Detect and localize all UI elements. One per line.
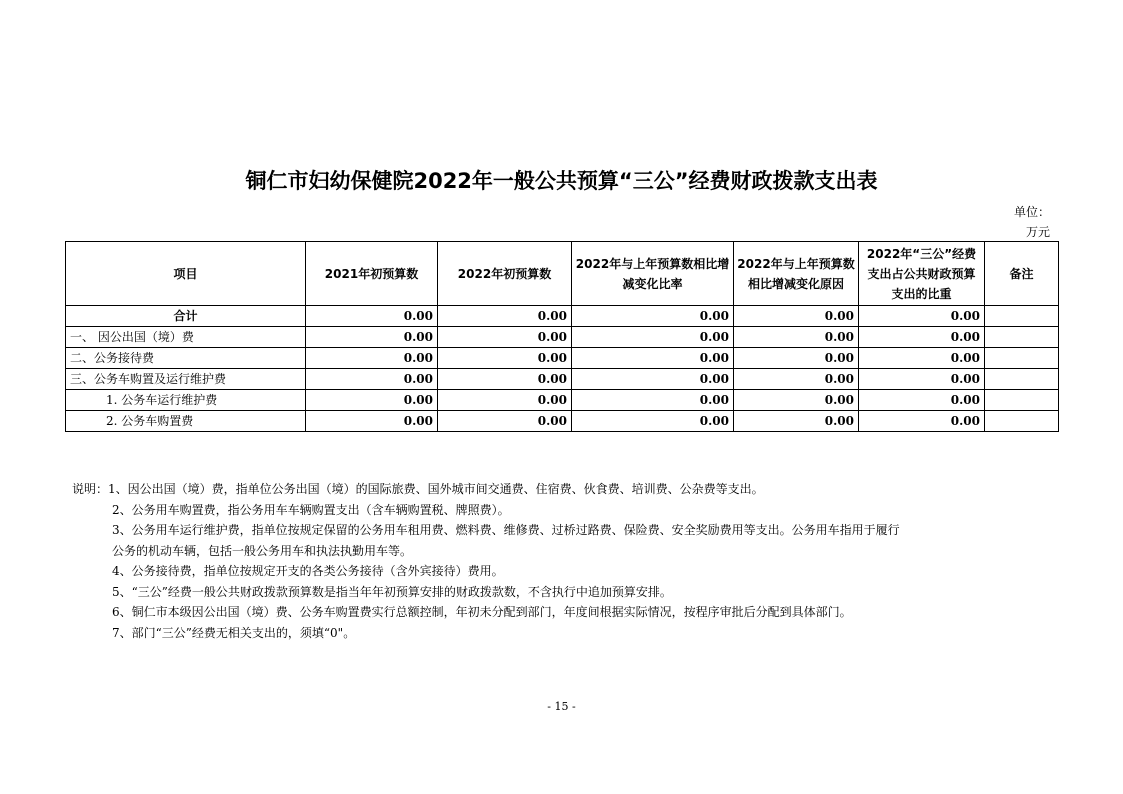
cell-2022-budget: 0.00 [438, 369, 572, 390]
table-row [66, 306, 1059, 327]
row-name: 1. 公务车运行维护费 [66, 390, 306, 411]
header-remarks: 备注 [985, 242, 1059, 306]
page-title: 铜仁市妇幼保健院2022年一般公共预算“三公”经费财政拨款支出表 [245, 169, 878, 193]
row-name: 一、 因公出国（境）费 [66, 327, 306, 348]
table-row [66, 348, 1059, 369]
note-item: 7、部门“三公”经费无相关支出的，须填“0"。 [112, 625, 356, 640]
cell-2022-budget: 0.00 [438, 390, 572, 411]
cell-remarks [985, 369, 1059, 390]
header-item: 项目 [66, 242, 306, 306]
row-name: 合计 [66, 306, 306, 327]
header-change-rate: 2022年与上年预算数相比增减变化比率 [572, 242, 734, 306]
cell-proportion: 0.00 [859, 411, 985, 432]
cell-change-reason: 0.00 [734, 348, 859, 369]
cell-change-rate: 0.00 [572, 327, 734, 348]
row-name: 2. 公务车购置费 [66, 411, 306, 432]
cell-change-rate: 0.00 [572, 348, 734, 369]
cell-change-reason: 0.00 [734, 369, 859, 390]
cell-2022-budget: 0.00 [438, 306, 572, 327]
note-item: 5、“三公”经费一般公共财政拨款预算数是指当年年初预算安排的财政拨款数，不含执行中追加预算安排。 [112, 584, 672, 599]
header-2021-budget: 2021年初预算数 [306, 242, 438, 306]
cell-change-rate: 0.00 [572, 306, 734, 327]
note-item: 4、公务接待费，指单位按规定开支的各类公务接待（含外宾接待）费用。 [112, 564, 504, 578]
note-item: 2、公务用车购置费，指公务用车车辆购置支出（含车辆购置税、牌照费）。 [112, 502, 510, 517]
cell-remarks [985, 411, 1059, 432]
cell-2021-budget: 0.00 [306, 327, 438, 348]
cell-2021-budget: 0.00 [306, 390, 438, 411]
table-row [66, 411, 1059, 432]
cell-change-rate: 0.00 [572, 390, 734, 411]
cell-proportion: 0.00 [859, 369, 985, 390]
table-row [66, 369, 1059, 390]
notes-section [72, 479, 1002, 643]
table-row [66, 327, 1059, 348]
cell-2022-budget: 0.00 [438, 348, 572, 369]
cell-2021-budget: 0.00 [306, 369, 438, 390]
budget-table [65, 241, 1059, 432]
cell-proportion: 0.00 [859, 327, 985, 348]
cell-change-rate: 0.00 [572, 411, 734, 432]
note-item: 6、铜仁市本级因公出国（境）费、公务车购置费实行总额控制，年初未分配到部门，年度间根据实际情况，按程序审批后分配到具体部门。 [112, 605, 852, 619]
row-name: 三、公务车购置及运行维护费 [66, 369, 306, 390]
cell-2022-budget: 0.00 [438, 411, 572, 432]
cell-proportion: 0.00 [859, 348, 985, 369]
table-row [66, 390, 1059, 411]
cell-proportion: 0.00 [859, 306, 985, 327]
table-header-row [66, 242, 1059, 306]
unit-label: 单位： [1013, 205, 1050, 219]
cell-2022-budget: 0.00 [438, 327, 572, 348]
cell-2021-budget: 0.00 [306, 411, 438, 432]
note-item-continuation: 公务的机动车辆，包括一般公务用车和执法执勤用车等。 [112, 543, 413, 558]
header-change-reason: 2022年与上年预算数相比增减变化原因 [734, 242, 859, 306]
header-proportion: 2022年“三公”经费支出占公共财政预算支出的比重 [859, 242, 985, 306]
cell-2021-budget: 0.00 [306, 306, 438, 327]
cell-remarks [985, 327, 1059, 348]
cell-change-reason: 0.00 [734, 306, 859, 327]
cell-remarks [985, 348, 1059, 369]
unit-value: 万元 [1025, 225, 1050, 239]
cell-change-reason: 0.00 [734, 411, 859, 432]
page-number: - 15 - [547, 700, 576, 713]
row-name: 二、公务接待费 [66, 348, 306, 369]
cell-change-reason: 0.00 [734, 390, 859, 411]
cell-remarks [985, 306, 1059, 327]
cell-2021-budget: 0.00 [306, 348, 438, 369]
header-2022-budget: 2022年初预算数 [438, 242, 572, 306]
cell-change-reason: 0.00 [734, 327, 859, 348]
cell-remarks [985, 390, 1059, 411]
note-intro: 说明：1、因公出国（境）费，指单位公务出国（境）的国际旅费、国外城市间交通费、住宿费、伙食费、培训费、公杂费等支出。 [72, 482, 764, 496]
cell-change-rate: 0.00 [572, 369, 734, 390]
note-item: 3、公务用车运行维护费，指单位按规定保留的公务用车租用费、燃料费、维修费、过桥过路费、保险费、安全奖励费用等支出。公务用车指用于履行 [112, 523, 900, 537]
cell-proportion: 0.00 [859, 390, 985, 411]
